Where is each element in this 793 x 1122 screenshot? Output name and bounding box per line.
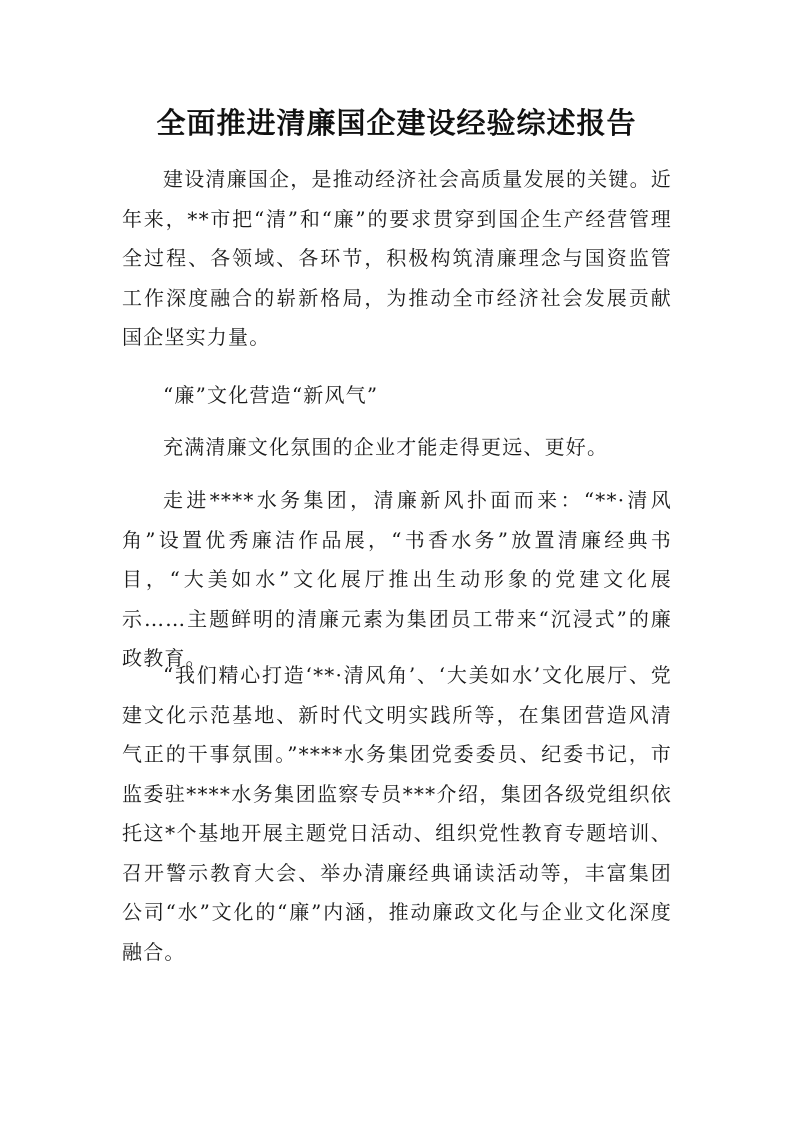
document-title: 全面推进清廉国企建设经验综述报告 bbox=[156, 106, 637, 140]
paragraph-quote: “我们精心打造‘**·清风角’、‘大美如水’文化展厅、党建文化示范基地、新时代文明实践所等，在集团营造风清气正的干事氛围。”****水务集团党委委员、纪委书记，市监委驻****水务集团监察专员***介绍，集团各级党组织依托这*个基地开展主题党日活动、组织党性教育专题培训、召开警示教育大会、举办清廉经典诵读活动等，丰富集团公司“水”文化的“廉”内涵，推动廉政文化与企业文化深度融合。 bbox=[122, 663, 672, 964]
paragraph-water-group: 走进****水务集团，清廉新风扑面而来：“**·清风角”设置优秀廉洁作品展，“书香水务”放置清廉经典书目，“大美如水”文化展厅推出生动形象的党建文化展示……主题鲜明的清廉元素为集团员工带来“沉浸式”的廉政教育。 bbox=[122, 488, 672, 670]
paragraph-lead: 充满清廉文化氛围的企业才能走得更远、更好。 bbox=[163, 435, 609, 459]
paragraph-intro: 建设清廉国企，是推动经济社会高质量发展的关键。近年来，**市把“清”和“廉”的要求贯穿到国企生产经营管理全过程、各领域、各环节，积极构筑清廉理念与国资监管工作深度融合的崭新格局，为推动全市经济社会发展贡献国企坚实力量。 bbox=[122, 167, 672, 349]
section-heading: “廉”文化营造“新风气” bbox=[163, 383, 379, 407]
